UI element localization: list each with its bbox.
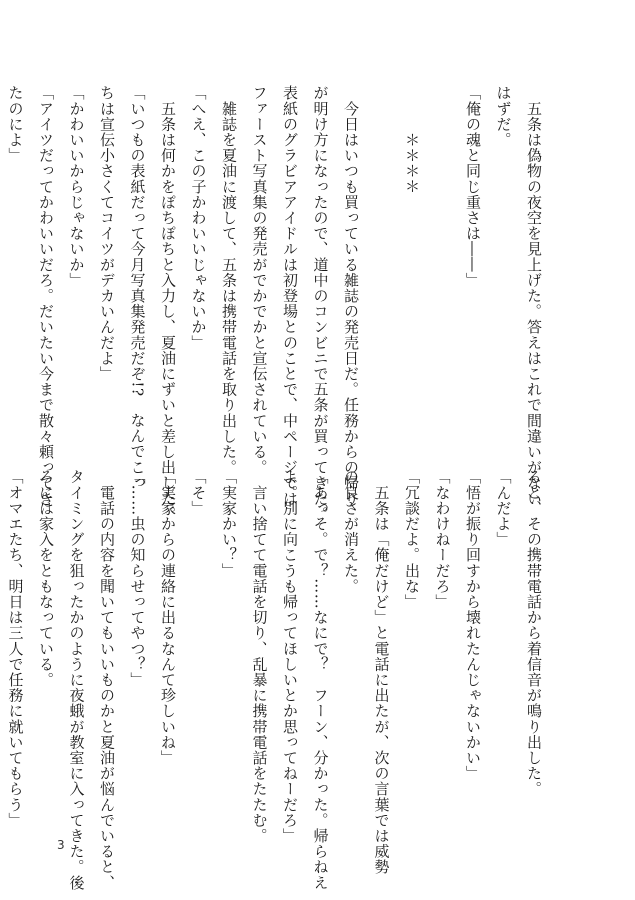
- lower-line: 「……虫の知らせってやつ？」: [128, 469, 147, 688]
- lower-line: ろには家入をともなっている。: [37, 469, 55, 688]
- upper-line: 「いつもの表紙だって今月写真集発売だぞ!? なんでこっ: [128, 85, 147, 491]
- upper-line: 「俺の魂と同じ重さは――」: [464, 85, 482, 288]
- lower-line: 「そ」: [189, 469, 208, 516]
- lower-line: よ。別に向こうも帰ってほしいとか思ってねーだろ」: [281, 469, 299, 844]
- lower-line: 言い捨てて電話を切り、乱暴に携帯電話をたたむ。: [250, 469, 269, 844]
- lower-line: ると、その携帯電話から着信音が鳴り出した。: [525, 469, 543, 797]
- lower-line: 「んだよ」: [494, 469, 513, 547]
- upper-line: ファースト写真集の発売がでかでかと宣伝されている。: [250, 85, 269, 475]
- upper-line: [427, 85, 458, 445]
- upper-line: 雑誌を夏油に渡して、五条は携帯電話を取り出した。: [220, 85, 238, 475]
- upper-text-block: [0, 85, 549, 522]
- upper-line: 今日はいつも買っている雑誌の発売日だ。任務からの帰り: [342, 85, 360, 507]
- lower-line: 「なわけねーだろ」: [433, 469, 452, 610]
- upper-line: 五条は何かをぽちぽちと入力し、夏油にずいと差し出した。: [159, 85, 177, 522]
- upper-line: 五条は偽物の夜空を見上げた。答えはこれで間違いがない: [525, 85, 543, 507]
- lower-line: の良さが消えた。: [342, 469, 360, 594]
- upper-line: が明け方になったので、道中のコンビニで五条が買ってきた。: [311, 85, 330, 522]
- upper-line: 「アイツだってかわいいだろ。だいたい今まで散々頼ってき: [37, 85, 55, 507]
- upper-line: ちは宣伝小さくてコイツがデカいんだよ」: [98, 85, 116, 382]
- upper-line: 「かわいいからじゃないか」: [67, 85, 86, 288]
- lower-line: 「実家かい？」: [220, 469, 238, 579]
- lower-line: 「あっそ。で？……なにで？ フーン、分かった。帰らねえ: [311, 469, 330, 891]
- lower-line: 電話の内容を聞いてもいいものかと夏油が悩んでいると、: [98, 469, 116, 891]
- upper-line: はずだ。: [494, 85, 513, 148]
- upper-line: 表紙のグラビアアイドルは初登場とのことで、中ページでは: [281, 85, 299, 507]
- lower-line: タイミングを狙ったかのように夜蛾が教室に入ってきた。後: [67, 469, 86, 891]
- lower-line: 「冗談だよ。出な」: [403, 469, 421, 610]
- page-number: 3: [57, 838, 65, 852]
- lower-text-block: [0, 469, 549, 891]
- upper-line: ＊＊＊＊: [403, 85, 421, 195]
- upper-line: [366, 85, 397, 445]
- lower-line: 「オマエたち、明日は三人で任務に就いてもらう」: [6, 469, 25, 828]
- lower-line: 「実家からの連絡に出るなんて珍しいね」: [159, 469, 177, 766]
- upper-line: たのによ」: [6, 85, 25, 163]
- lower-line: 「悟が振り回すから壊れたんじゃないかい」: [464, 469, 482, 781]
- lower-line: 五条は「俺だけど」と電話に出たが、次の言葉では威勢: [372, 469, 391, 875]
- upper-line: 「へえ、この子かわいいじゃないか」: [189, 85, 208, 351]
